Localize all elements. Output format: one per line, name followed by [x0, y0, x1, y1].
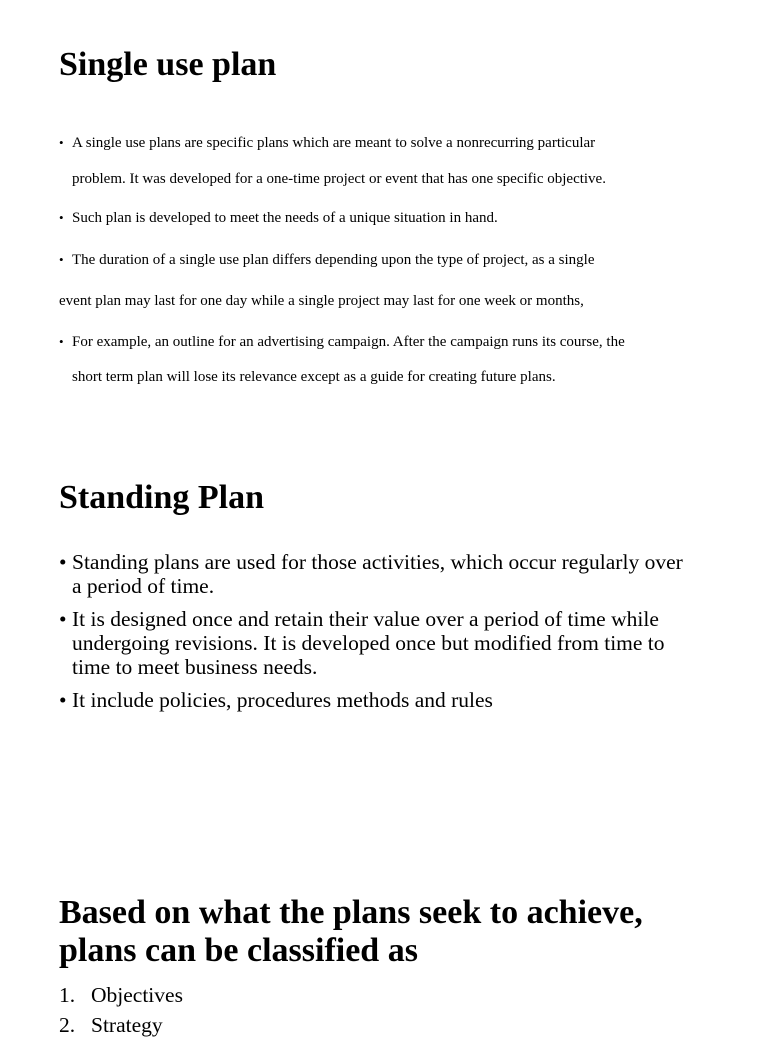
section1-bullet1-line1: A single use plans are specific plans which are meant to solve a nonrecurring particular — [72, 135, 596, 151]
bullet-icon: • — [59, 135, 64, 150]
section2-bullet2-line3: time to meet business needs. — [72, 655, 318, 679]
bullet-icon: • — [59, 210, 64, 225]
bullet-icon: • — [59, 550, 67, 574]
section1-bullet4-line1: For example, an outline for an advertising campaign. After the campaign runs its course, the — [72, 334, 625, 350]
list-number: 1. — [59, 983, 76, 1007]
section1-bullet4-line2: short term plan will lose its relevance except as a guide for creating future plans. — [72, 369, 556, 385]
bullet-icon: • — [59, 252, 64, 267]
section1-bullet3-line1: The duration of a single use plan differs depending upon the type of project, as a single — [72, 252, 595, 268]
list-number: 2. — [59, 1013, 76, 1037]
bullet-icon: • — [59, 334, 64, 349]
bullet-icon: • — [59, 688, 67, 712]
bullet-icon: • — [59, 607, 67, 631]
list-item-objectives: Objectives — [91, 983, 183, 1007]
section1-title: Single use plan — [59, 46, 277, 83]
section1-bullet1-line2: problem. It was developed for a one-time project or event that has one specific objective. — [72, 171, 606, 187]
section2-bullet2-line1: It is designed once and retain their value over a period of time while — [72, 607, 659, 631]
section1-bullet3-line2: event plan may last for one day while a single project may last for one week or months, — [59, 293, 584, 309]
section2-bullet1-line1: Standing plans are used for those activities, which occur regularly over — [72, 550, 683, 574]
section3-title-line1: Based on what the plans seek to achieve, — [59, 894, 643, 931]
section2-bullet2-line2: undergoing revisions. It is developed once but modified from time to — [72, 631, 665, 655]
section2-title: Standing Plan — [59, 479, 265, 516]
section3-title-line2: plans can be classified as — [59, 932, 418, 969]
section1-bullet2: Such plan is developed to meet the needs of a unique situation in hand. — [72, 210, 498, 226]
list-item-strategy: Strategy — [91, 1013, 163, 1037]
section2-bullet3: It include policies, procedures methods and rules — [72, 688, 493, 712]
section2-bullet1-line2: a period of time. — [72, 574, 215, 598]
